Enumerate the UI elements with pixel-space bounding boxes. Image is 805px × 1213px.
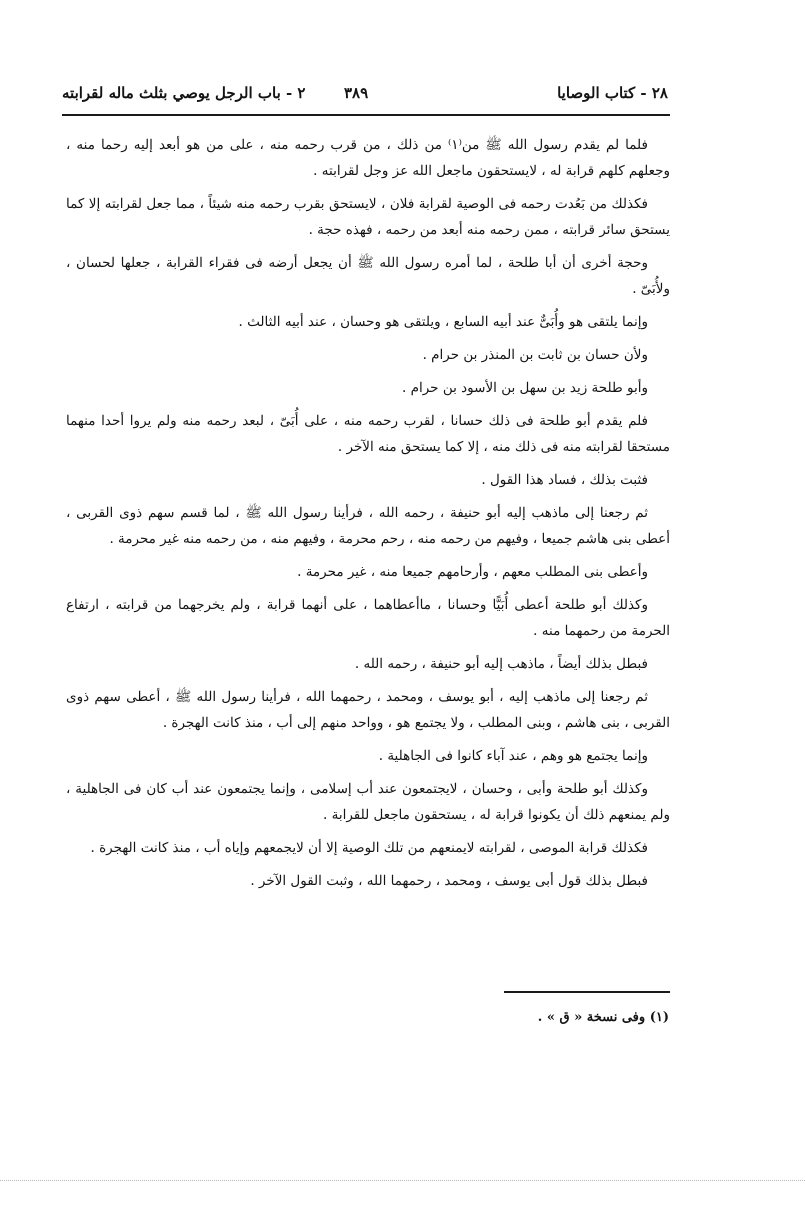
paragraph: فكذلك من بَعُدت رحمه فى الوصية لقرابة فلان ، لايستحق بقرب رحمه منه شيئاً ، مما جعل لقرابته إلا كما يستحق سائر قرابته ، ممن رحمه منه أبعد من رحمه ، فهذه حجة . [66, 196, 670, 238]
header-rule [62, 114, 670, 116]
footnote: (١) وفى نسخة « ق » . [537, 1010, 669, 1025]
paragraph: فثبت بذلك ، فساد هذا القول . [481, 472, 648, 488]
paragraph: فبطل بذلك قول أبى يوسف ، ومحمد ، رحمهما الله ، وثبت القول الآخر . [250, 873, 648, 889]
book-title: ٢٨ - كتاب الوصايا [557, 84, 668, 102]
paragraph: ثم رجعنا إلى ماذهب إليه أبو حنيفة ، رحمه الله ، فرأينا رسول الله ﷺ ، لما قسم سهم ذوى القربى ، أعطى بنى هاشم جميعا ، وفيهم من رحمه منه ، رحم محرمة ، وفيهم منه ، من رحمه منه غير محرمة . [66, 505, 670, 547]
paragraph: ثم رجعنا إلى ماذهب إليه ، أبو يوسف ، ومحمد ، رحمهما الله ، فرأينا رسول الله ﷺ ، أعطى سهم ذوى القربى ، بنى هاشم ، وبنى المطلب ، ولا يجتمع هو ، وواحد منهم إلى أب ، منذ كانت الهجرة . [66, 689, 670, 731]
paragraph: وإنما يجتمع هو وهم ، عند آباء كانوا فى الجاهلية . [378, 748, 648, 764]
main-text [66, 132, 670, 901]
scan-bottom-edge [0, 1180, 805, 1181]
footnote-rule [504, 991, 670, 993]
page-number: ٣٨٩ [344, 84, 369, 102]
paragraph: ولأن حسان بن ثابت بن المنذر بن حرام . [422, 347, 648, 363]
chapter-title: ٢ - باب الرجل يوصي بثلث ماله لقرابته [62, 84, 306, 102]
paragraph: وأبو طلحة زيد بن سهل بن الأسود بن حرام . [402, 380, 648, 396]
running-header [62, 84, 668, 110]
paragraph: وكذلك أبو طلحة وأبى ، وحسان ، لايجتمعون عند أب إسلامى ، وإنما يجتمعون عند أب كان فى الجاهلية ، ولم يمنعهم ذلك أن يكونوا قرابة له ، يستحقون ماجعل للقرابة . [66, 781, 670, 823]
paragraph: وأعطى بنى المطلب معهم ، وأرحامهم جميعا منه ، غير محرمة . [297, 564, 648, 580]
paragraph: وإنما يلتقى هو وأُبَىٌّ عند أبيه السابع ، ويلتقى هو وحسان ، عند أبيه الثالث . [238, 314, 648, 330]
paragraph: فكذلك قرابة الموصى ، لقرابته لايمنعهم من تلك الوصية إلا أن لايجمعهم وإياه أب ، منذ كانت الهجرة . [90, 840, 648, 856]
paragraph: فلم يقدم أبو طلحة فى ذلك حسانا ، لقرب رحمه منه ، على أُبَىّ ، لبعد رحمه منه ولم يروا أحدا منهما مستحقا لقرابته منه فى ذلك منه ، إلا كما يستحق منه الآخر . [66, 413, 670, 455]
paragraph: وحجة أخرى أن أبا طلحة ، لما أمره رسول الله ﷺ أن يجعل أرضه فى فقراء القرابة ، جعلها لحسان ، ولأُبَىّ . [66, 255, 670, 297]
paragraph: فبطل بذلك أيضاً ، ماذهب إليه أبو حنيفة ، رحمه الله . [354, 656, 648, 672]
paragraph: فلما لم يقدم رسول الله ﷺ من⁽١⁾ من ذلك ، من قرب رحمه منه ، على من هو أبعد إليه رحما منه ، وجعلهم كلهم قرابة له ، لايستحقون ماجعل الله عز وجل لقرابته . [66, 137, 670, 179]
paragraph: وكذلك أبو طلحة أعطى أُبَيًّا وحسانا ، ماأعطاهما ، على أنهما قرابة ، ولم يخرجهما من قرابته ، ارتفاع الحرمة من رحمهما منه . [66, 597, 670, 639]
